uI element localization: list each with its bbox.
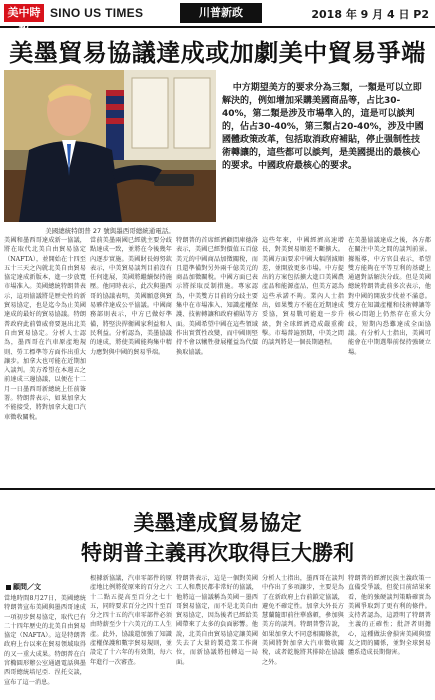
article2-column-4: 分析人士指出，墨西哥在談判中作出了多項讓步，主要是為了在新政府上台前鎖定協議，避免不確定性。加拿大外長方慧蘭隨即前往華盛頓，參加與美方的談判。特朗普警告說，如果加拿大不同意相關條款，美國將對加拿大汽車徵收關稅，或者乾脆將其排除在協議之外。 (262, 575, 344, 666)
newspaper-logo: 美中時報 (4, 4, 44, 22)
article-divider (0, 488, 435, 490)
article1-column-3: 特朗普的首席經濟顧問庫德洛表示，美國已經對價值五百億美元的中國商品加徵關稅，而且還準備對另外兩千億美元的商品加徵關稅。中國方面已表示將採取反制措施。專家認為，中美雙方目前的分歧主要集中在市場准入、知識產權保護、技術轉讓和政府補貼等方面。美國希望中國在這些領域作出實質性改變，而中國則堅持不會以犧牲發展權益為代價換取協議。 (176, 237, 258, 356)
article1-headline: 美墨貿易協議達成或加劇美中貿易爭端 (9, 39, 426, 67)
article2-byline (6, 582, 41, 592)
article1-photo (4, 70, 216, 222)
oval-office-photo-illustration (4, 70, 216, 222)
article1-column-5: 在美墨協議達成之後，各方都在關注中美之間的談判前景。據報導，中方官員表示，希望雙方能夠在平等互利的基礎上通過對話解決分歧。但是美國總統特朗普此前多次表示，他對中國的開放步伐並不滿意。雙方在知識產權和技術轉讓等核心問題上仍然存在重大分歧，短期內恐難達成全面協議。有分析人士指出，美國可能會在中期選舉前保持強硬立場。 (348, 237, 431, 356)
newspaper-brand: SINO US TIMES (50, 6, 144, 20)
article2-headline (0, 508, 435, 568)
article2-column-2: 根據新協議，汽車零部件的原產地比例將從原來的百分之六十二點五提高至百分之七十五，同時要求百分之四十至百分之四十五的汽車零部件必須由時薪至少十六美元的工人生產。此外，協議還加強了知識產權保護和數字貿易規則，並設定了十六年的有效期，每六年進行一次審查。 (90, 575, 172, 666)
article2-column-5: 特朗普的經濟民族主義政策一直備受爭議，但從目前結果來看，他的強硬談判策略確實為美國爭取到了更有利的條件。支持者認為，這證明了特朗普主義的正確性；批評者則擔心，這種做法會損害美國與盟友之間的關係，並對全球貿易體系造成長期傷害。 (348, 575, 431, 657)
article2-headline-line2: 特朗普主義再次取得巨大勝利 (81, 541, 354, 565)
article1-photo-caption: 美國總統特朗普 27 號與墨西哥總統通電話。 (45, 227, 175, 235)
section-badge: 川普新政 (180, 3, 262, 23)
byline-square-icon (6, 585, 11, 590)
issue-date: 2018 年 9 月 4 日 P2 (311, 8, 429, 21)
article2-column-3: 特朗普表示，這是一個對美國工人和農民都非常好的協議，他將這一協議稱為美國－墨西哥貿易協定，而不是北美自由貿易協定，因為後者已經給美國帶來了太多的負面影響。他說，北美自由貿易協定讓美國失去了大量的製造業工作崗位，而新協議將扭轉這一局面。 (176, 575, 258, 666)
article1-column-1: 美國和墨西哥達成新一協議，將在取代北美自由貿易協定（NAFTA），並開始在十四至五十三天之內就北美自由貿易協定達成新版本，進一步放寬市場准入。美國總統特朗普表示，這項協議將是歷史性的新貿易協定，也是迄今為止美國達成的最好的貿易協議。特朗普政府此前曾威脅要退出北美自由貿易協定。分析人士認為，墨西哥在汽車原產地規則、勞工標準等方面作出重大讓步。加拿大也可能在近期加入談判。美方希望在本週五之前達成三邊協議，以便在十二月一日墨西哥新總統上任前簽署。特朗普表示，如果加拿大不能接受，將對加拿大進口汽車徵收關稅。 (4, 237, 86, 421)
article1-column-2: 當前美墨兩國已經就主要分歧點達成一致，並將在今後幾年內逐步實施。美國財長姆努欽表示，中美貿易談判目前沒有任何進展，美國將繼續保持施壓。他同時表示，此次與墨西哥的協議表明，美國願意與貿易夥伴達成公平協議。中國商務部則表示，中方已做好準備，將堅決捍衛國家利益和人民利益。分析認為，美墨協議的達成，將使美國能夠集中精力應對與中國的貿易爭端。 (90, 237, 172, 356)
article2-column-1: 當地時間8月27日，美國總統特朗普宣布美國與墨西哥達成一項初步貿易協定，取代已有二十四年歷史的北美自由貿易協定（NAFTA）。這是特朗普政府上台以來在貿易領域取得的又一重大成果。特朗普在白宮橢圓形辦公室通過電話與墨西哥總統培尼亞．涅托交談，宣布了這一消息。 (4, 595, 86, 686)
masthead (0, 0, 435, 37)
byline-text: 顧問／文 (13, 583, 41, 591)
article1-pullquote: 中方期望美方的要求分為三類，一類是可以立即解決的，例如增加采購美國商品等，占比30-40%，第二類是涉及市場準入的，這是可以談判的，佔占30-40%，第三類占20-40%，涉及中國國體政策改革，包括取消政府補貼，停止强制性技術轉讓的，這些都可以談判，是美國提出的最核心的要求。中國政府最核心的要求。 (222, 83, 424, 171)
article2-headline-line1: 美墨達成貿易協定 (133, 511, 302, 535)
article1-column-4: 這些年來，中國經濟高速增長，對美貿易順差不斷擴大。美國方面要求中國大幅削減順差，並開放更多市場。中方提出的方案包括擴大進口美國農產品和能源產品，但美方認為這些承諾不夠。業內人士指出，如果雙方不能在近期達成妥協，貿易戰可能進一步升級，對全球經濟造成嚴重衝擊。市場普遍預期，中美之間的談判將是一個長期過程。 (262, 237, 344, 347)
